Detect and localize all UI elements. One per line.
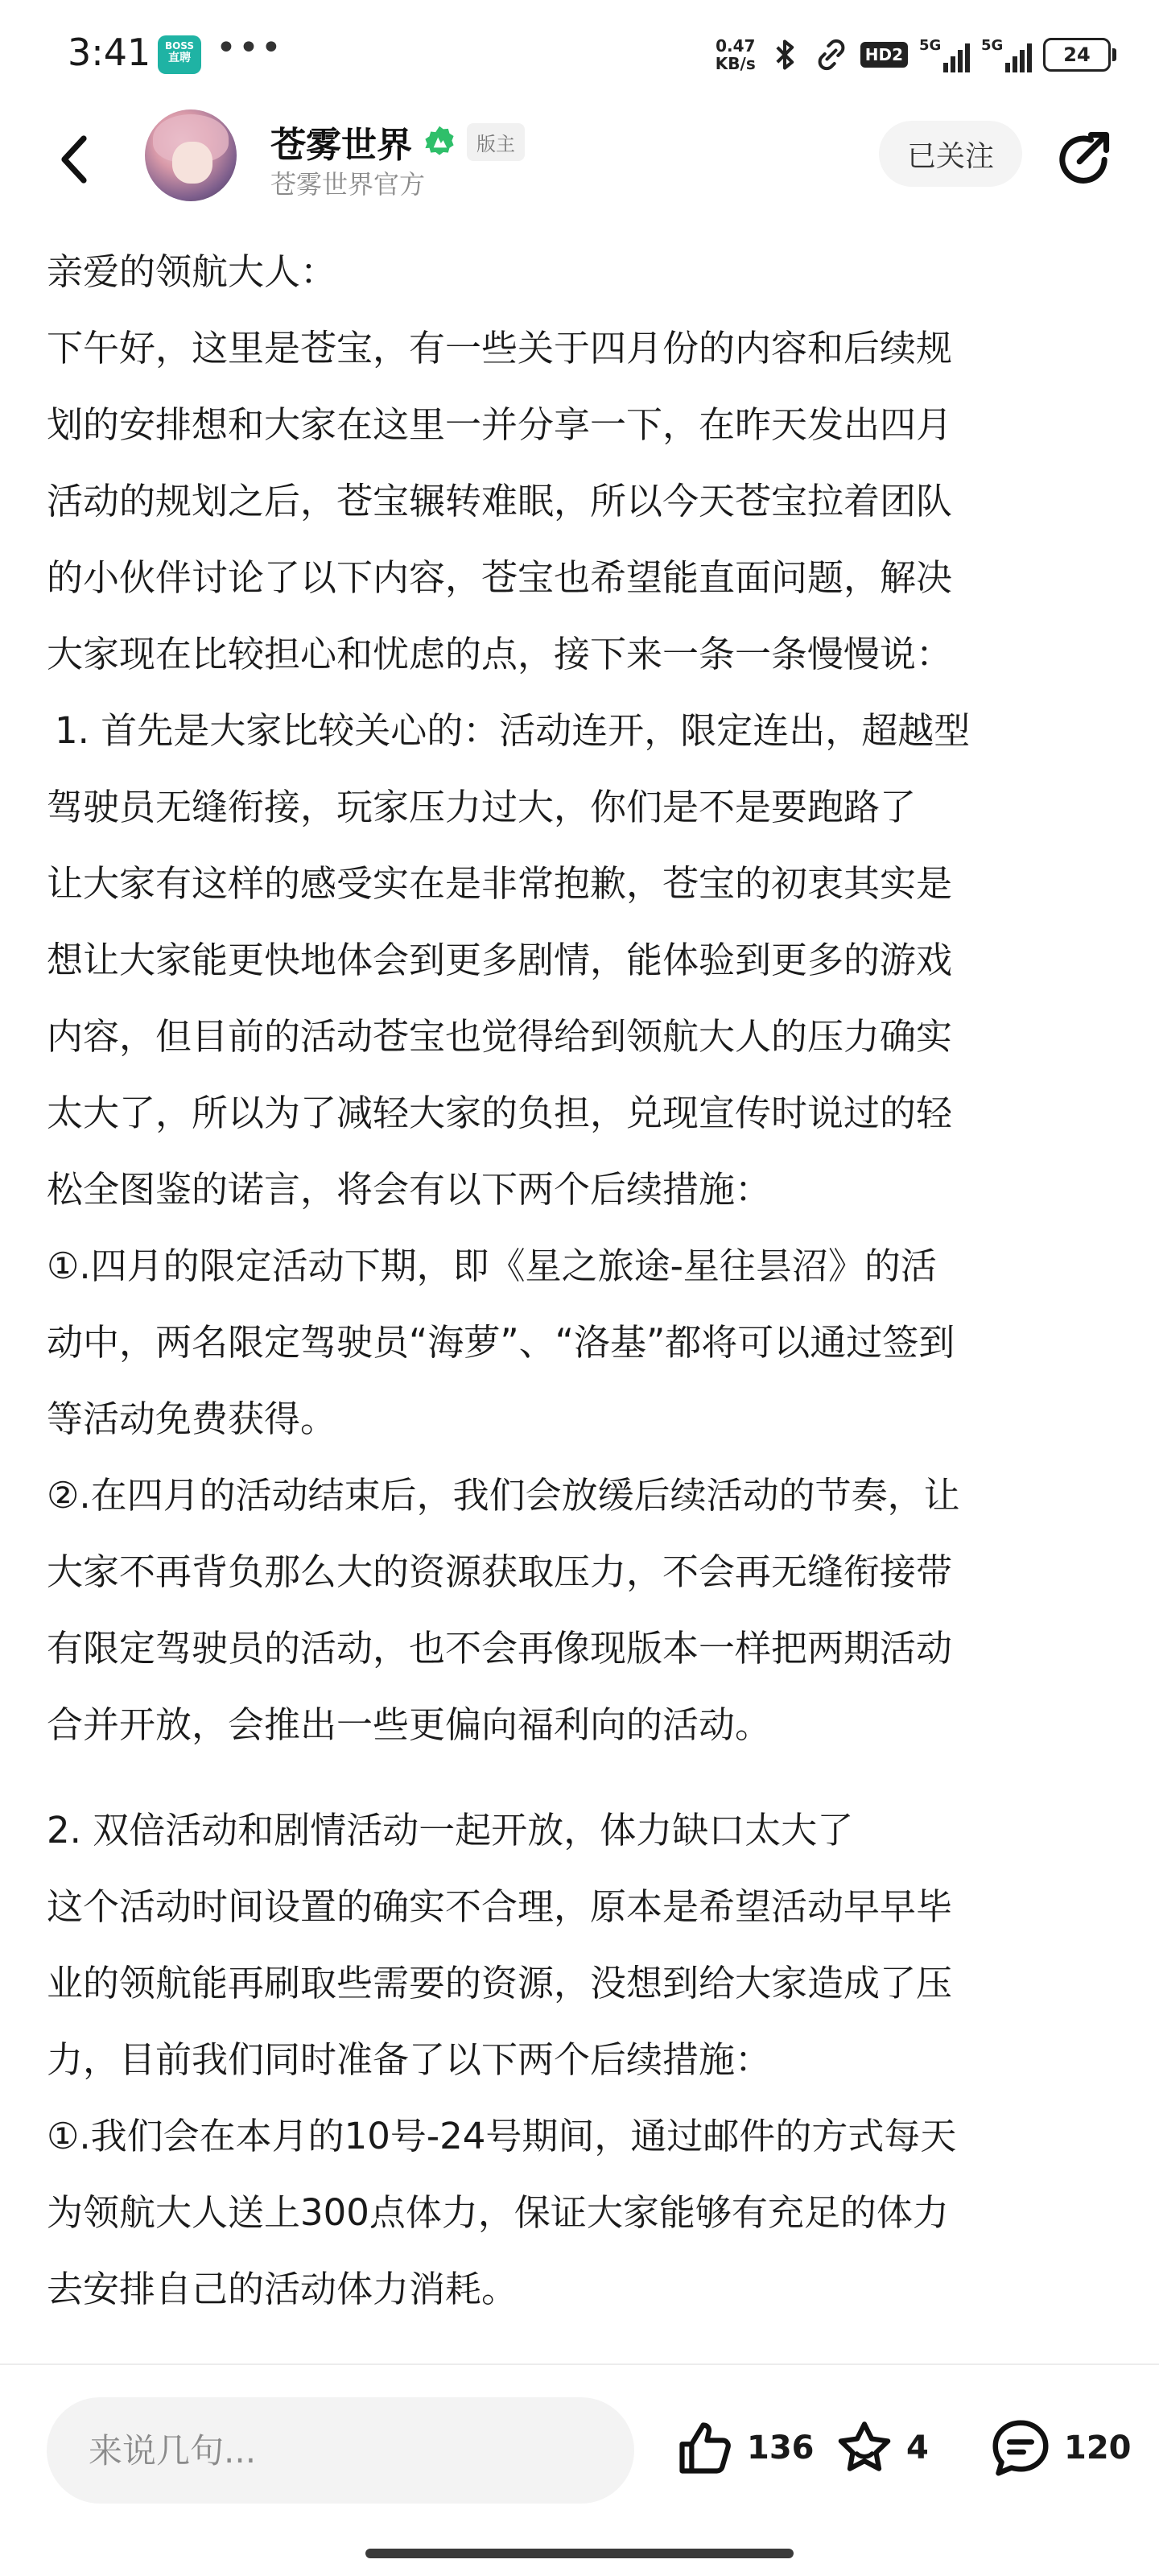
article-line: 动中，两名限定驾驶员“海萝”、“洛基”都将可以通过签到: [47, 1321, 955, 1364]
status-time: 3:41: [68, 31, 151, 74]
article-line: 让大家有这样的感受实在是非常抱歉，苍宝的初衷其实是: [47, 862, 953, 905]
share-icon: [1053, 127, 1114, 188]
article-line: 2. 双倍活动和剧情活动一起开放，体力缺口太大了: [47, 1809, 854, 1852]
article-line: 这个活动时间设置的确实不合理，原本是希望活动早早毕: [47, 1885, 953, 1928]
article-line: 1. 首先是大家比较关心的：活动连开，限定连出，超越型: [55, 709, 971, 752]
article-line: 等活动免费获得。: [47, 1397, 337, 1440]
article-line: ①.我们会在本月的10号-24号期间，通过邮件的方式每天: [47, 2115, 957, 2157]
comment-bubble-icon: [988, 2416, 1053, 2480]
net-speed-value: 0.47: [716, 36, 756, 56]
chevron-left-icon: [58, 134, 90, 185]
battery-icon: 24: [1043, 38, 1111, 72]
author-name[interactable]: 苍雾世界: [270, 125, 412, 166]
bluetooth-icon: [767, 37, 802, 72]
boss-app-icon: [158, 35, 201, 74]
moderator-badge: 版主: [467, 123, 525, 161]
article-line: 松全图鉴的诺言，将会有以下两个后续措施：: [47, 1168, 772, 1211]
star-icon: [834, 2417, 895, 2479]
boss-app-label-2: 直聘: [168, 52, 191, 64]
article-line: 业的领航能再刷取些需要的资源，没想到给大家造成了压: [47, 1962, 953, 2004]
article-line: 亲爱的领航大人：: [47, 250, 337, 293]
author-row: [270, 116, 525, 167]
status-right-cluster: [716, 31, 1111, 79]
sim1-label: 5G: [919, 37, 942, 54]
post-content: [47, 233, 1117, 2359]
net-speed-unit: KB/s: [715, 54, 756, 73]
follow-button[interactable]: 已关注: [879, 121, 1022, 187]
comment-input[interactable]: [47, 2397, 634, 2504]
article-line: ①.四月的限定活动下期，即《星之旅途-星往昙沼》的活: [47, 1245, 937, 1287]
status-bar: [0, 0, 1159, 109]
article-line: 下午好，这里是苍宝，有一些关于四月份的内容和后续规: [47, 327, 953, 369]
article-line: 合并开放，会推出一些更偏向福利向的活动。: [47, 1703, 772, 1746]
article-line: 太大了，所以为了减轻大家的负担，兑现宣传时说过的轻: [47, 1092, 953, 1134]
article-line: ②.在四月的活动结束后，我们会放缓后续活动的节奏，让: [47, 1474, 960, 1517]
comment-button[interactable]: [988, 2412, 1132, 2484]
bottom-action-bar: [0, 2365, 1159, 2502]
sim2-label: 5G: [981, 37, 1004, 54]
article-line: 划的安排想和大家在这里一并分享一下，在昨天发出四月: [47, 403, 953, 446]
article-line: 为领航大人送上300点体力，保证大家能够有充足的体力: [47, 2191, 949, 2234]
author-subtitle: 苍雾世界官方: [270, 169, 426, 200]
like-count: 136: [747, 2429, 815, 2467]
favorite-count: 4: [906, 2429, 929, 2467]
link-icon: [814, 37, 849, 72]
author-avatar[interactable]: [145, 109, 237, 201]
article-line: 去安排自己的活动体力消耗。: [47, 2268, 518, 2310]
article-line: 想让大家能更快地体会到更多剧情，能体验到更多的游戏: [47, 939, 953, 981]
comment-count: 120: [1064, 2429, 1132, 2467]
thumbs-up-icon: [674, 2417, 736, 2479]
hd-voice-icon: HD2: [860, 42, 908, 68]
post-header: [0, 109, 1159, 214]
favorite-button[interactable]: [834, 2412, 929, 2484]
share-button[interactable]: [1051, 126, 1116, 190]
signal-sim2-icon: [981, 37, 1032, 72]
article-line: 活动的规划之后，苍宝辗转难眠，所以今天苍宝拉着团队: [47, 480, 953, 522]
article-line: 内容，但目前的活动苍宝也觉得给到领航大人的压力确实: [47, 1015, 953, 1058]
verified-official-icon: [422, 124, 457, 159]
article-line: 驾驶员无缝衔接，玩家压力过大，你们是不是要跑路了: [47, 786, 917, 828]
article-line: 大家不再背负那么大的资源获取压力，不会再无缝衔接带: [47, 1550, 953, 1593]
signal-sim1-icon: [919, 37, 970, 72]
article-line: 大家现在比较担心和忧虑的点，接下来一条一条慢慢说：: [47, 633, 953, 675]
article-line: 力，目前我们同时准备了以下两个后续措施：: [47, 2038, 772, 2081]
like-button[interactable]: [674, 2412, 815, 2484]
boss-app-label-1: BOSS: [164, 40, 195, 52]
home-indicator[interactable]: [365, 2549, 794, 2558]
article-line: 有限定驾驶员的活动，也不会再像现版本一样把两期活动: [47, 1627, 953, 1670]
notification-more-icon: •••: [216, 27, 283, 68]
net-speed: [716, 37, 756, 72]
article-line: 的小伙伴讨论了以下内容，苍宝也希望能直面问题，解决: [47, 556, 953, 599]
paragraph-gap: [47, 1763, 1117, 1792]
back-button[interactable]: [50, 127, 98, 192]
